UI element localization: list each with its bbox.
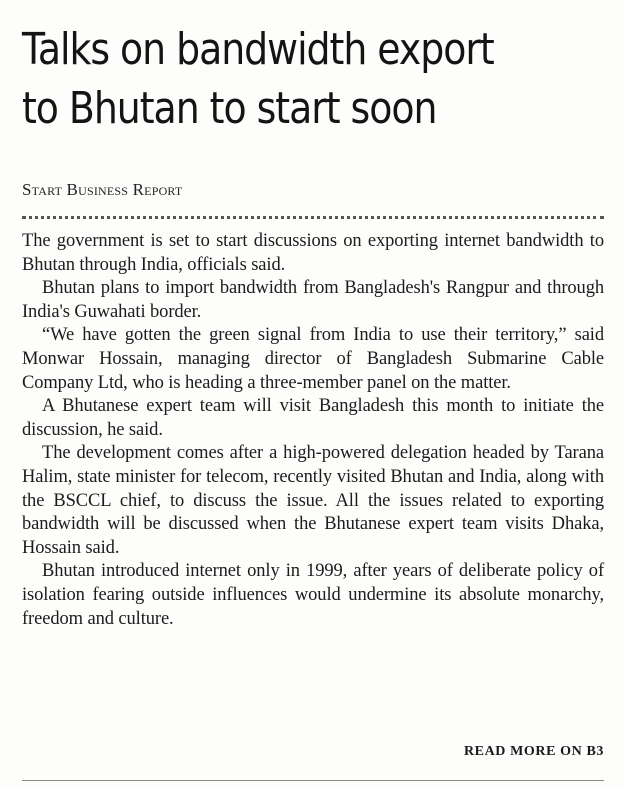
paragraph-5: The development comes after a high-powered delegation headed by Tarana Halim, state minister for telecom, recently visited Bhutan and India, along with the BSCCL chief, to discuss the issue. All the issues related to exporting bandwidth will be discussed when the Bhutanese expert team visits Dhaka, Hossain said. [22,443,604,558]
bottom-rule [22,780,604,781]
headline-line-1: Talks on bandwidth export [22,24,494,75]
paragraph-1: The government is set to start discussions on exporting internet bandwidth to Bhutan through India, officials said. [22,231,604,275]
dotted-divider [22,216,604,219]
byline: Start Business Report [22,180,183,199]
read-more-link[interactable]: READ MORE ON B3 [463,744,604,759]
paragraph-4: A Bhutanese expert team will visit Bangladesh this month to initiate the discussion, he said. [22,396,604,440]
headline [22,20,535,138]
headline-line-2: to Bhutan to start soon [22,83,437,134]
paragraph-2: Bhutan plans to import bandwidth from Bangladesh's Rangpur and through India's Guwahati border. [22,278,604,322]
paragraph-3: “We have gotten the green signal from India to use their territory,” said Monwar Hossain, managing director of Bangladesh Submarine Cable Company Ltd, who is heading a three-member panel on the matter. [22,325,604,393]
paragraph-6: Bhutan introduced internet only in 1999, after years of deliberate policy of isolation fearing outside influences would undermine its absolute monarchy, freedom and culture. [22,561,604,629]
article-body [22,230,604,631]
